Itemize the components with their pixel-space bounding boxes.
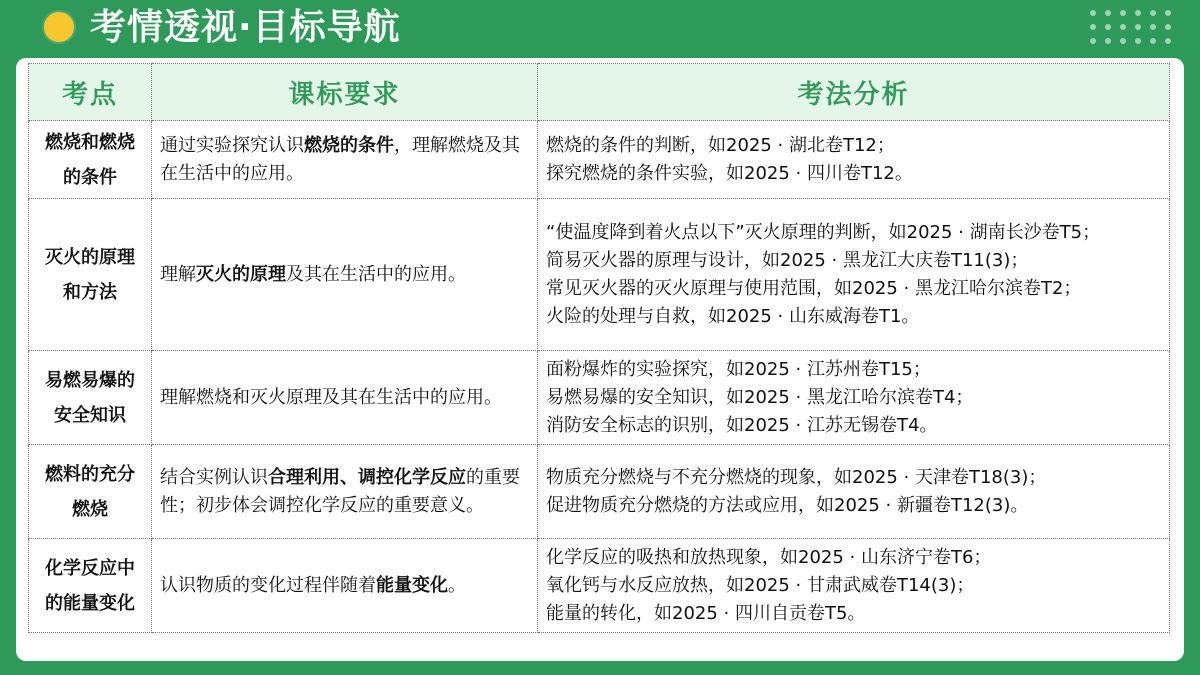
requirement-cell: [152, 445, 538, 539]
requirement-cell: [152, 121, 538, 199]
requirement-cell: [152, 199, 538, 351]
requirement-text: 及其在生活中的应用。: [286, 263, 466, 285]
deco-dot: [1135, 38, 1141, 44]
analysis-line: 探究燃烧的条件实验，如2025 · 四川卷T12。: [546, 162, 913, 184]
analysis-line: 物质充分燃烧与不充分燃烧的现象，如2025 · 天津卷T18(3)；: [546, 466, 1047, 488]
analysis-line: 燃烧的条件的判断，如2025 · 湖北卷T12；: [546, 134, 895, 156]
exam-point-cell: 燃烧和燃烧的条件: [29, 121, 152, 199]
requirement-keyword: 燃烧的条件: [304, 134, 394, 156]
deco-dot: [1150, 24, 1156, 30]
exam-point-cell: 化学反应中的能量变化: [29, 539, 152, 633]
column-header-analysis: 考法分析: [538, 64, 1170, 121]
requirement-text: ，理解燃烧及其在生活中的应用。: [160, 134, 520, 184]
deco-dot: [1165, 24, 1171, 30]
deco-dot: [1090, 24, 1096, 30]
title-dot-icon: [44, 12, 74, 42]
deco-dot: [1150, 38, 1156, 44]
deco-dot: [1120, 10, 1126, 16]
analysis-cell: [538, 351, 1170, 445]
analysis-line: 易燃易爆的安全知识，如2025 · 黑龙江哈尔滨卷T4；: [546, 386, 974, 408]
requirement-cell: [152, 351, 538, 445]
table-row: [29, 445, 1170, 539]
analysis-cell: [538, 121, 1170, 199]
requirement-text: 认识物质的变化过程伴随着: [160, 574, 376, 596]
deco-dot: [1105, 24, 1111, 30]
analysis-line: 能量的转化，如2025 · 四川自贡卷T5。: [546, 602, 866, 624]
analysis-line: 氧化钙与水反应放热，如2025 · 甘肃武威卷T14(3)；: [546, 574, 975, 596]
requirement-text: 。: [448, 574, 466, 596]
exam-point-cell: 灭火的原理和方法: [29, 199, 152, 351]
column-header-requirement: 课标要求: [152, 64, 538, 121]
analysis-line: 促进物质充分燃烧的方法或应用，如2025 · 新疆卷T12(3)。: [546, 494, 1029, 516]
deco-dot: [1105, 10, 1111, 16]
analysis-line: 简易灭火器的原理与设计，如2025 · 黑龙江大庆卷T11(3)；: [546, 249, 1029, 271]
deco-dot: [1135, 24, 1141, 30]
requirement-text: 通过实验探究认识: [160, 134, 304, 156]
deco-dot: [1165, 10, 1171, 16]
deco-dot: [1090, 10, 1096, 16]
dot-grid-decoration: [1090, 10, 1180, 50]
analysis-line: 消防安全标志的识别，如2025 · 江苏无锡卷T4。: [546, 414, 938, 436]
requirement-text: 结合实例认识: [160, 466, 268, 488]
table-row: [29, 539, 1170, 633]
requirement-keyword: 灭火的原理: [196, 263, 286, 285]
analysis-line: 面粉爆炸的实验探究，如2025 · 江苏州卷T15；: [546, 358, 931, 380]
table-row: [29, 121, 1170, 199]
exam-analysis-table: [28, 63, 1170, 633]
deco-dot: [1120, 38, 1126, 44]
requirement-cell: [152, 539, 538, 633]
analysis-line: 化学反应的吸热和放热现象，如2025 · 山东济宁卷T6；: [546, 546, 992, 568]
requirement-keyword: 合理利用、调控化学反应: [268, 466, 466, 488]
deco-dot: [1165, 38, 1171, 44]
table-header-row: [29, 64, 1170, 121]
deco-dot: [1135, 10, 1141, 16]
analysis-line: 常见灭火器的灭火原理与使用范围，如2025 · 黑龙江哈尔滨卷T2；: [546, 277, 1082, 299]
deco-dot: [1120, 24, 1126, 30]
requirement-keyword: 能量变化: [376, 574, 448, 596]
slide-header: [0, 0, 1200, 58]
requirement-text: 的重要性；初步体会调控化学反应的重要意义。: [160, 466, 520, 516]
deco-dot: [1105, 38, 1111, 44]
analysis-cell: [538, 539, 1170, 633]
requirement-text: 理解: [160, 263, 196, 285]
slide-title: 考情透视·目标导航: [90, 7, 401, 48]
analysis-cell: [538, 445, 1170, 539]
deco-dot: [1090, 38, 1096, 44]
column-header-point: 考点: [29, 64, 152, 121]
content-card: [16, 58, 1184, 661]
table-row: [29, 351, 1170, 445]
analysis-line: “使温度降到着火点以下”灭火原理的判断，如2025 · 湖南长沙卷T5；: [546, 221, 1101, 243]
requirement-text: 理解燃烧和灭火原理及其在生活中的应用。: [160, 386, 502, 408]
table-row: [29, 199, 1170, 351]
analysis-cell: [538, 199, 1170, 351]
exam-point-cell: 易燃易爆的安全知识: [29, 351, 152, 445]
deco-dot: [1150, 10, 1156, 16]
exam-point-cell: 燃料的充分燃烧: [29, 445, 152, 539]
analysis-line: 火险的处理与自救，如2025 · 山东威海卷T1。: [546, 305, 920, 327]
